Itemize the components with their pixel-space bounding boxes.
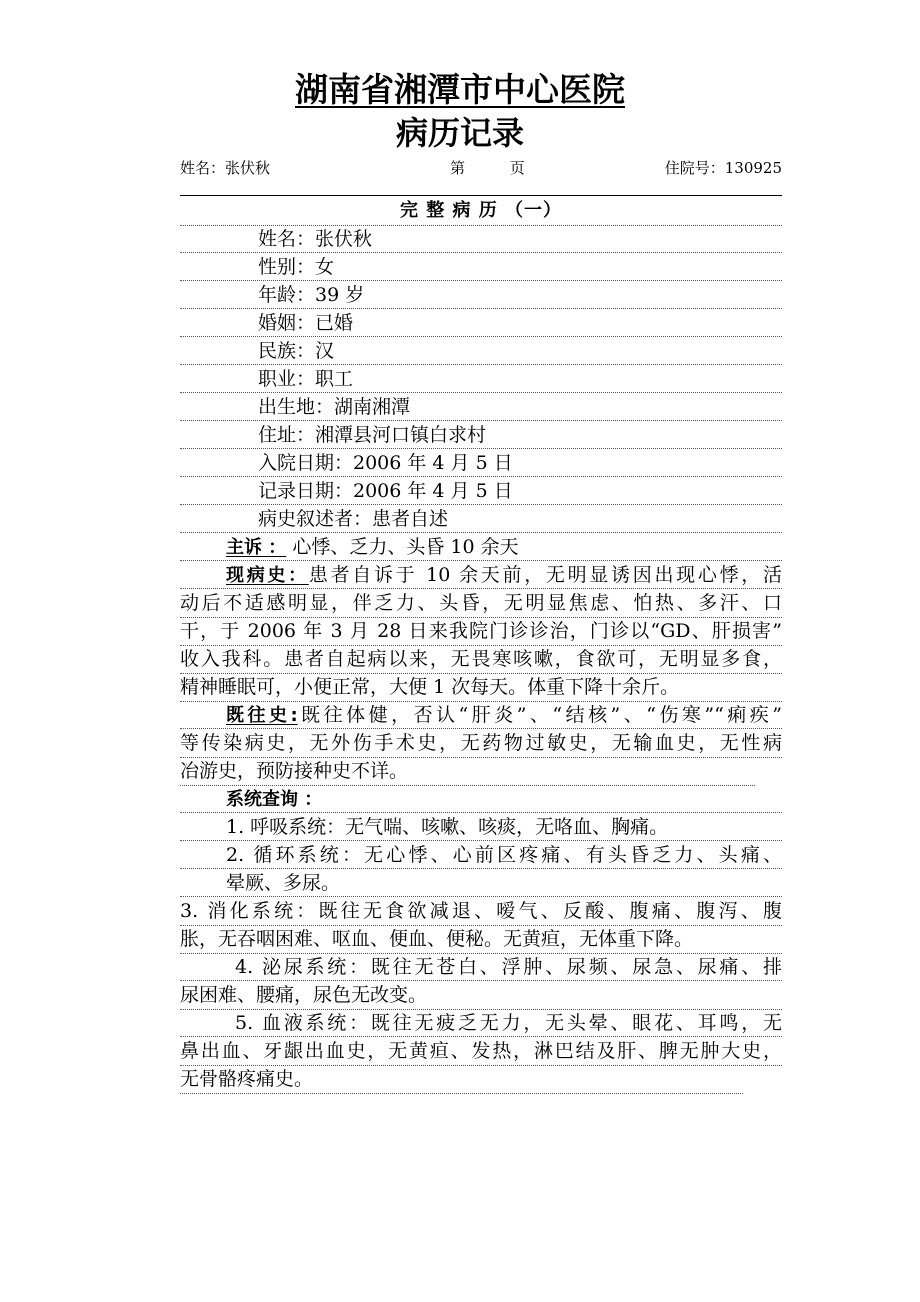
present-illness-line: 动后不适感明显，伴乏力、头昏，无明显焦虑、怕热、多汗、口 (180, 589, 782, 618)
basic-info-name: 姓名：张伏秋 (180, 225, 782, 253)
past-history-line: 等传染病史，无外伤手术史，无药物过敏史，无输血史，无性病 (180, 729, 782, 758)
present-illness-label: 现病史： (226, 565, 309, 586)
basic-info-marital: 婚姻：已婚 (180, 309, 782, 337)
header-divider (180, 195, 782, 196)
basic-info-occupation: 职业：职工 (180, 365, 782, 393)
basic-info-narrator: 病史叙述者：患者自述 (180, 505, 782, 533)
present-illness-line: 收入我科。患者自起病以来，无畏寒咳嗽，食欲可，无明显多食， (180, 645, 782, 674)
system-urinary: 4. 泌尿系统：既往无苍白、浮肿、尿频、尿急、尿痛、排 (180, 953, 782, 981)
system-review-heading (180, 785, 782, 813)
system-review-label: 系统查询 ： (226, 789, 323, 810)
system-blood-cont: 无骨骼疼痛史。 (180, 1065, 743, 1094)
basic-info-address: 住址：湘潭县河口镇白求村 (180, 421, 782, 449)
record-header-row (180, 157, 782, 179)
past-history-line: 冶游史，预防接种史不详。 (180, 757, 755, 786)
system-digestive: 3. 消化系统：既往无食欲减退、嗳气、反酸、腹痛、腹泻、腹 (180, 897, 782, 926)
chief-complaint-text: 心悸、乏力、头昏 10 余天 (292, 536, 519, 558)
admission-number: 住院号：130925 (664, 159, 782, 177)
basic-info-sex: 性别：女 (180, 253, 782, 281)
system-urinary-cont: 尿困难、腰痛，尿色无改变。 (180, 981, 782, 1010)
system-digestive-cont: 胀，无吞咽困难、呕血、便血、便秘。无黄疸，无体重下降。 (180, 925, 782, 954)
hospital-name: 湖南省湘潭市中心医院 (295, 70, 625, 109)
system-circulatory-cont: 晕厥、多尿。 (180, 869, 782, 897)
past-history-line: 既往史:既往体健，否认“肝炎”、“结核”、“伤寒”“痢疾” (180, 701, 782, 729)
basic-info-admission-date: 入院日期：2006 年 4 月 5 日 (180, 449, 782, 477)
basic-info-record-date: 记录日期：2006 年 4 月 5 日 (180, 477, 782, 505)
chief-complaint-label: 主诉 ： (226, 537, 287, 558)
basic-info-age: 年龄：39 岁 (180, 281, 782, 309)
present-illness-line: 现病史：患者自诉于 10 余天前，无明显诱因出现心悸，活 (180, 561, 782, 589)
page-number-field: 第 页 (450, 159, 545, 177)
patient-name-header: 姓名：张伏秋 (180, 159, 271, 177)
system-circulatory: 2. 循环系统：无心悸、心前区疼痛、有头昏乏力、头痛、 (180, 841, 782, 869)
system-respiratory: 1. 呼吸系统：无气喘、咳嗽、咳痰，无咯血、胸痛。 (180, 813, 782, 841)
past-history-label: 既往史: (226, 705, 298, 726)
present-illness-line: 精神睡眠可，小便正常，大便 1 次每天。体重下降十余斤。 (180, 673, 782, 702)
document-title: 病历记录 (395, 114, 524, 152)
section-title: 完 整 病 历 （一） (180, 197, 782, 226)
system-blood: 5. 血液系统：既往无疲乏无力，无头晕、眼花、耳鸣，无 (180, 1009, 782, 1037)
chief-complaint (180, 533, 782, 561)
present-illness-line: 干，于 2006 年 3 月 28 日来我院门诊诊治，门诊以“GD、肝损害” (180, 617, 782, 646)
basic-info-ethnicity: 民族：汉 (180, 337, 782, 365)
basic-info-birthplace: 出生地：湖南湘潭 (180, 393, 782, 421)
system-blood-cont: 鼻出血、牙龈出血史，无黄疸、发热，淋巴结及肝、脾无肿大史， (180, 1037, 782, 1066)
